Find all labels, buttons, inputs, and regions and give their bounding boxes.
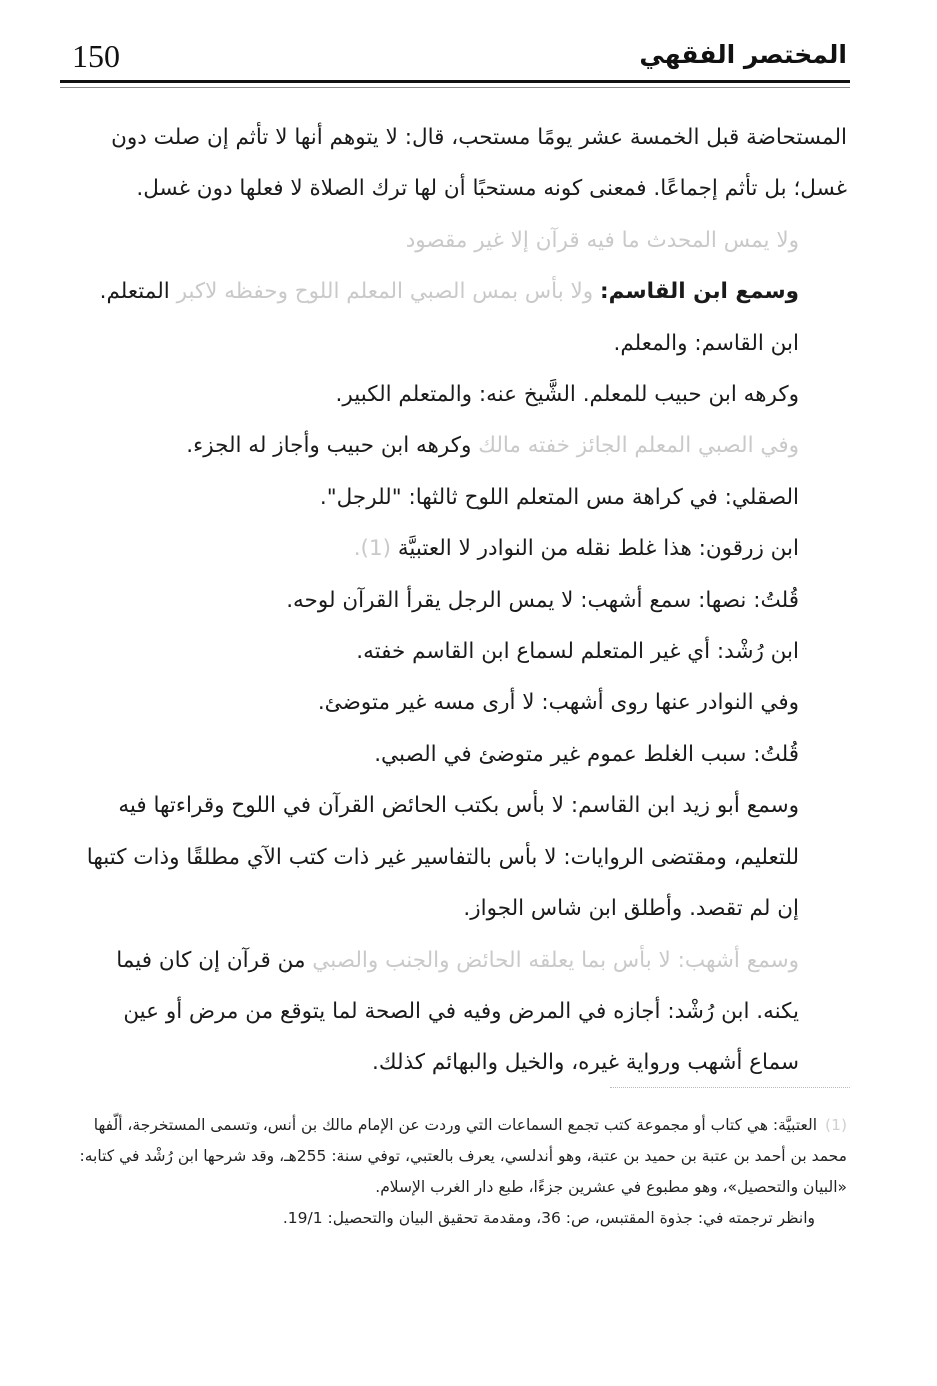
paragraph-10: ابن رُشْد: أي غير المتعلم لسماع ابن القاسم خفته. bbox=[356, 639, 799, 665]
paragraph-6 bbox=[72, 420, 847, 471]
paragraph-6-text: وكرهه ابن حبيب وأجاز له الجزء. bbox=[186, 433, 472, 459]
footnote-1-text: العتبيَّة: هي كتاب أو مجموعة كتب تجمع السماعات التي وردت عن الإمام مالك بن أنس، وتسمى المستخرجة، ألّفها محمد بن أحمد بن عتبة بن حميد بن عتبة، وهو أندلسي، يعرف بالعتبي، توفي سنة: 255هـ، وقد شرحها ابن رُشْد في كتابه: «البيان والتحصيل»، وهو مطبوع في عشرين جزءًا، طبع دار الغرب الإسلام. bbox=[79, 1116, 847, 1196]
faded-text: ولا يمس المحدث ما فيه قرآن إلا غير مقصود bbox=[405, 227, 799, 253]
paragraph-9: قُلتُ: نصها: سمع أشهب: لا يمس الرجل يقرأ القرآن لوحه. bbox=[286, 587, 799, 613]
footnote-separator bbox=[610, 1087, 850, 1088]
paragraph-7: الصقلي: في كراهة مس المتعلم اللوح ثالثها: "للرجل". bbox=[319, 484, 799, 510]
faded-text: ولا بأس بمس الصبي المعلم اللوح وحفظه لاكبر bbox=[176, 279, 601, 305]
header-rule bbox=[60, 80, 850, 83]
footnote-2: وانظر ترجمته في: جذوة المقتبس، ص: 36، ومقدمة تحقيق البيان والتحصيل: 19/1. bbox=[282, 1209, 815, 1227]
paragraph-13: وسمع أبو زيد ابن القاسم: لا بأس بكتب الحائض القرآن في اللوح وقراءتها فيه للتعليم، ومقتضى الروايات: لا بأس بالتفاسير غير ذات كتب الآي مطلقًا وذات كتبها إن لم تقصد. وأطلق ابن شاس الجواز. bbox=[86, 793, 799, 922]
footnote-marker: (1) bbox=[825, 1116, 847, 1134]
footnotes bbox=[72, 1110, 847, 1234]
paragraph-5: وكرهه ابن حبيب للمعلم. الشَّيخ عنه: والمتعلم الكبير. bbox=[335, 382, 799, 408]
footnote-1 bbox=[72, 1110, 847, 1203]
paragraph-4: ابن القاسم: والمعلم. bbox=[613, 330, 799, 356]
faded-text: وفي الصبي المعلم الجائز خفته مالك bbox=[471, 433, 799, 459]
paragraph-8-text: ابن زرقون: هذا غلط نقله من النوادر لا العتبيَّة bbox=[397, 536, 799, 562]
paragraph-8 bbox=[72, 523, 847, 574]
page-number: 150 bbox=[72, 38, 120, 74]
footnote-ref: (1). bbox=[353, 536, 398, 562]
paragraph-3 bbox=[72, 266, 847, 317]
faded-text: وسمع أشهب: لا بأس بما يعلقه الحائض والجنب والصبي bbox=[312, 947, 799, 973]
paragraph-2 bbox=[72, 215, 847, 266]
paragraph-3-text: المتعلم. bbox=[99, 279, 177, 305]
header-rule-thin bbox=[60, 87, 850, 88]
bold-lead: وسمع ابن القاسم: bbox=[600, 279, 799, 305]
paragraph-1: المستحاضة قبل الخمسة عشر يومًا مستحب، قال: لا يتوهم أنها لا تأثم إن صلت دون غسل؛ بل تأثم إجماعًا. فمعنى كونه مستحبًا أن لها ترك الصلاة لا فعلها دون غسل. bbox=[111, 125, 847, 202]
paragraph-11: وفي النوادر عنها روى أشهب: لا أرى مسه غير متوضئ. bbox=[317, 690, 799, 716]
paragraph-12: قُلتُ: سبب الغلط عموم غير متوضئ في الصبي. bbox=[374, 741, 799, 767]
book-title: المختصر الفقهي bbox=[639, 40, 847, 69]
main-text bbox=[72, 112, 847, 1089]
paragraph-14-text: من قرآن إن كان فيما يكنه. ابن رُشْد: أجازه في المرض وفيه في الصحة لما يتوقع من مرض أو عين سماع أشهب ورواية غيره، والخيل والبهائم كذلك. bbox=[116, 947, 799, 1076]
paragraph-14 bbox=[72, 935, 847, 1089]
